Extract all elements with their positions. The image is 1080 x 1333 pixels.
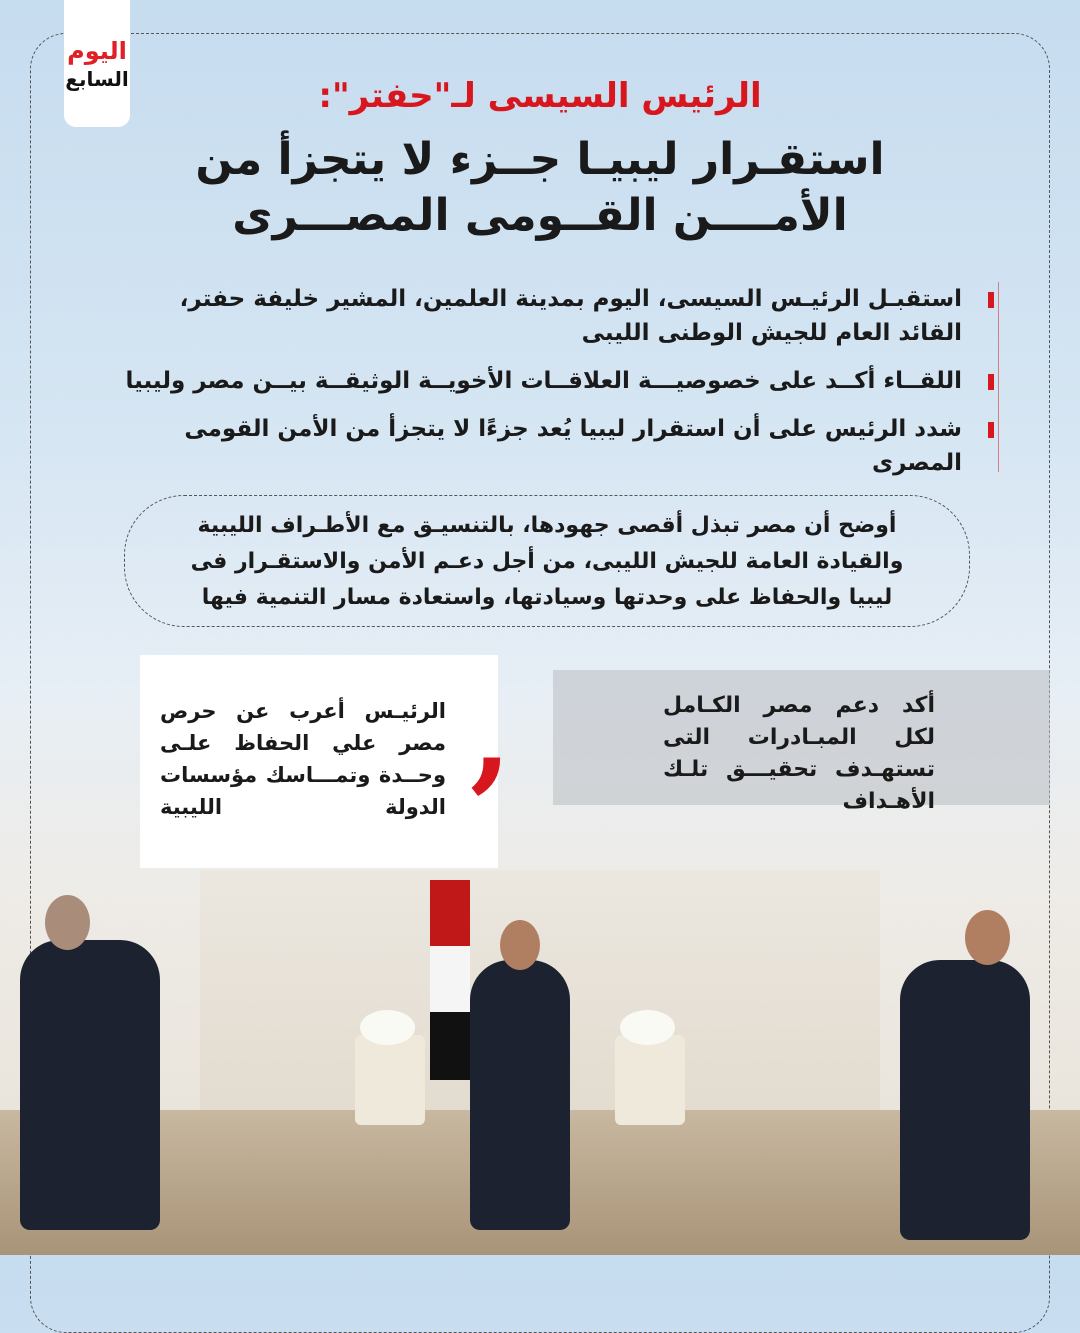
white-box <box>140 655 498 868</box>
headline-kicker: الرئيس السيسى لـ"حفتر": <box>318 76 762 116</box>
bullet-marker-icon <box>988 292 994 308</box>
bullet-item <box>112 412 962 480</box>
headline-title <box>90 132 990 244</box>
gray-box <box>553 670 1050 814</box>
meeting-photo <box>0 850 1080 1255</box>
headline-line1: استقـرار ليبيـا جــزء لا يتجزأ من <box>195 134 885 185</box>
bullet-text: استقبـل الرئيـس السيسى، اليوم بمدينة العلمين، المشير خليفة حفتر، القائد العام للجيش الوطنى الليبى <box>179 286 962 346</box>
bullet-list <box>112 282 962 494</box>
logo-line2: السابع <box>65 66 129 91</box>
egypt-flag <box>430 880 470 1080</box>
side-table <box>615 1035 685 1125</box>
side-table <box>355 1035 425 1125</box>
quote-box: أوضح أن مصر تبذل أقصى جهودها، بالتنسيـق مع الأطـراف الليبية والقيادة العامة للجيش الليبى، من أجل دعـم الأمن والاستقـرار فى ليبيا والحفاظ على وحدتها وسيادتها، واستعادة مسار التنمية فيها <box>124 495 970 627</box>
bullet-text: اللقــاء أكــد على خصوصيـــة العلاقــات الأخويــة الوثيقــة بيــن مصر وليبيا <box>125 368 962 394</box>
bullet-item <box>112 282 962 350</box>
logo-line1: اليوم <box>67 36 127 65</box>
person-head <box>965 910 1010 965</box>
bullet-marker-icon <box>988 374 994 390</box>
white-box-text: الرئيـس أعرب عن حرص مصر علي الحفاظ علـى وحــدة وتمـــاسك مؤسسات الدولة الليبية <box>160 699 446 819</box>
quote-mark-icon: , <box>470 664 512 805</box>
headline-line2: الأمــــن القــومى المصـــرى <box>232 190 848 241</box>
person-center <box>470 960 570 1230</box>
flowers <box>360 1010 415 1045</box>
person-left <box>20 940 160 1230</box>
gray-box-text: أكد دعم مصر الكـامل لكل المبـادرات التى تستهـدف تحقيـــق تلـك الأهـداف <box>663 693 935 814</box>
bullet-rule <box>998 282 999 472</box>
bullet-item <box>112 364 962 398</box>
person-right <box>900 960 1030 1240</box>
flowers <box>620 1010 675 1045</box>
bullet-text: شدد الرئيس على أن استقرار ليبيا يُعد جزءًا لا يتجزأ من الأمن القومى المصرى <box>184 416 962 476</box>
bullet-marker-icon <box>988 422 994 438</box>
person-head <box>45 895 90 950</box>
person-head <box>500 920 540 970</box>
